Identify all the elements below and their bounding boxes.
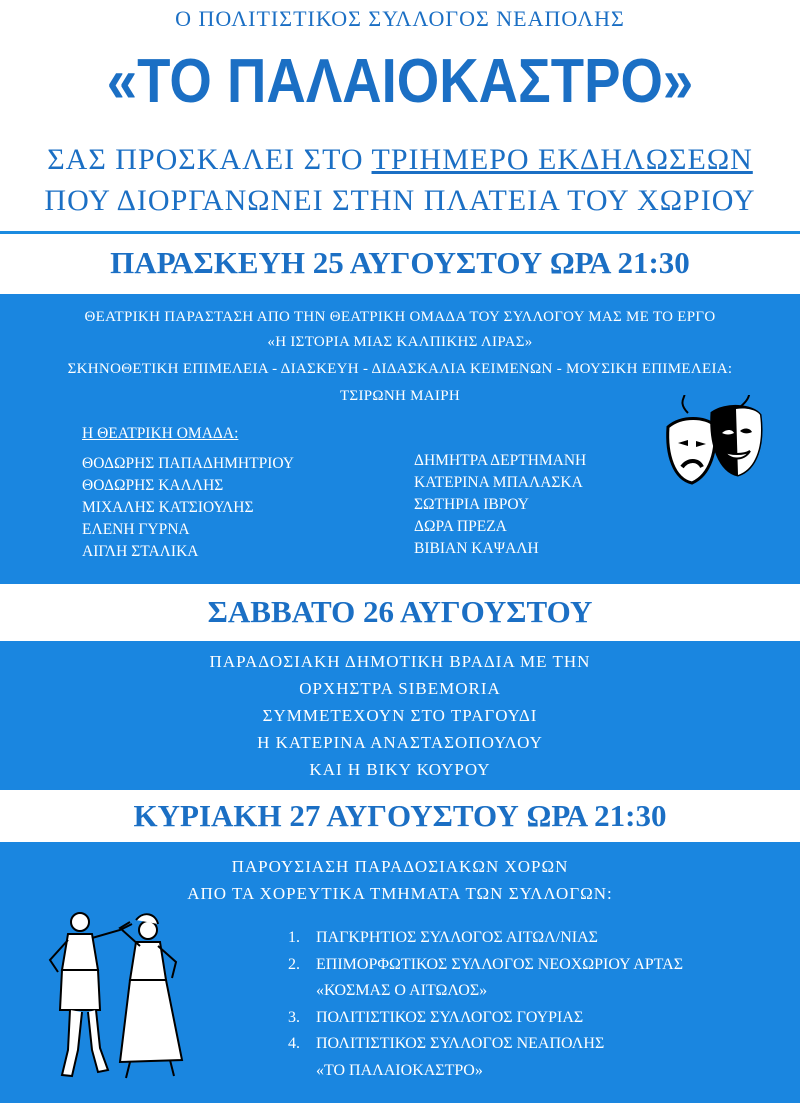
sunday-line-1: ΠΑΡΟΥΣΙΑΣΗ ΠΑΡΑΔΟΣΙΑΚΩΝ ΧΟΡΩΝ (231, 857, 569, 876)
troupe-member: ΔΗΜΗΤΡΑ ΔΕΡΤΗΜΑΝΗ (414, 452, 587, 469)
troupe-member: ΚΑΤΕΡΙΝΑ ΜΠΑΛΑΣΚΑ (414, 474, 583, 491)
list-item-sub: «ΚΟΣΜΑΣ Ο ΑΙΤΩΛΟΣ» (316, 982, 488, 999)
saturday-line-3: ΣΥΜΜΕΤΕΧΟΥΝ ΣΤΟ ΤΡΑΓΟΥΔΙ (262, 706, 538, 725)
list-item-sub: «ΤΟ ΠΑΛΑΙΟΚΑΣΤΡΟ» (316, 1061, 483, 1079)
association-name: Ο ΠΟΛΙΤΙΣΤΙΚΟΣ ΣΥΛΛΟΓΟΣ ΝΕΑΠΟΛΗΣ (175, 6, 625, 31)
friday-line-1: ΘΕΑΤΡΙΚΗ ΠΑΡΑΣΤΑΣΗ ΑΠΟ ΤΗΝ ΘΕΑΤΡΙΚΗ ΟΜΑΔΑ ΤΟΥ ΣΥΛΛΟΓΟΥ ΜΑΣ ΜΕ ΤΟ ΕΡΓΟ (84, 309, 716, 325)
invite-prefix: ΣΑΣ ΠΡΟΣΚΑΛΕΙ ΣΤΟ (47, 143, 372, 176)
list-item: 3. ΠΟΛΙΤΙΣΤΙΚΟΣ ΣΥΛΛΟΓΟΣ ΓΟΥΡΙΑΣ (288, 1008, 584, 1026)
invite-line-2: ΠΟΥ ΔΙΟΡΓΑΝΩΝΕΙ ΣΤΗΝ ΠΛΑΤΕΙΑ ΤΟΥ ΧΩΡΙΟΥ (44, 184, 756, 217)
troupe-names-left (82, 453, 294, 563)
troupe-member: ΕΛΕΝΗ ΓΥΡΝΑ (82, 521, 190, 538)
saturday-line-5: ΚΑΙ Η ΒΙΚΥ ΚΟΥΡΟΥ (309, 760, 491, 779)
saturday-line-4: Η ΚΑΤΕΡΙΝΑ ΑΝΑΣΤΑΣΟΠΟΥΛΟΥ (257, 733, 543, 752)
troupe-names-right (414, 450, 586, 560)
sunday-heading: ΚΥΡΙΑΚΗ 27 ΑΥΓΟΥΣΤΟΥ ΩΡΑ 21:30 (133, 798, 667, 833)
sunday-line-2: ΑΠΟ ΤΑ ΧΟΡΕΥΤΙΚΑ ΤΜΗΜΑΤΑ ΤΩΝ ΣΥΛΛΟΓΩΝ: (187, 884, 613, 903)
invite-line-1 (0, 143, 800, 177)
friday-line-4: ΤΣΙΡΩΝΗ ΜΑΙΡΗ (339, 388, 461, 404)
list-item: 4. ΠΟΛΙΤΙΣΤΙΚΟΣ ΣΥΛΛΟΓΟΣ ΝΕΑΠΟΛΗΣ (288, 1035, 605, 1052)
dance-groups-list (288, 925, 683, 1084)
poster-title: «ΤΟ ΠΑΛΑΙΟΚΑΣΤΡΟ» (106, 47, 694, 116)
troupe-member: ΔΩΡΑ ΠΡΕΖΑ (414, 518, 507, 535)
list-item: 2. ΕΠΙΜΟΡΦΩΤΙΚΟΣ ΣΥΛΛΟΓΟΣ ΝΕΟΧΩΡΙΟΥ ΑΡΤΑΣ (288, 955, 684, 973)
troupe-title: Η ΘΕΑΤΡΙΚΗ ΟΜΑΔΑ: (82, 425, 239, 442)
divider (0, 231, 800, 234)
list-item: 1. ΠΑΓΚΡΗΤΙΟΣ ΣΥΛΛΟΓΟΣ ΑΙΤΩΛ/ΝΙΑΣ (288, 929, 598, 946)
theatre-masks-icon (660, 395, 770, 495)
invite-underlined: ΤΡΙΗΜΕΡΟ ΕΚΔΗΛΩΣΕΩΝ (371, 143, 753, 176)
troupe-member: ΒΙΒΙΑΝ ΚΑΨΑΛΗ (414, 540, 539, 557)
saturday-heading: ΣΑΒΒΑΤΟ 26 ΑΥΓΟΥΣΤΟΥ (207, 594, 593, 629)
saturday-line-2: ΟΡΧΗΣΤΡΑ SIBEMORIA (299, 679, 501, 698)
troupe-member: ΘΟΔΩΡΗΣ ΠΑΠΑΔΗΜΗΤΡΙΟΥ (82, 455, 294, 472)
saturday-line-1: ΠΑΡΑΔΟΣΙΑΚΗ ΔΗΜΟΤΙΚΗ ΒΡΑΔΙΑ ΜΕ ΤΗΝ (209, 652, 591, 671)
dancers-illustration (40, 900, 210, 1090)
troupe-member: ΣΩΤΗΡΙΑ ΙΒΡΟΥ (414, 496, 529, 513)
friday-line-3: ΣΚΗΝΟΘΕΤΙΚΗ ΕΠΙΜΕΛΕΙΑ - ΔΙΑΣΚΕΥΗ - ΔΙΔΑΣΚΑΛΙΑ ΚΕΙΜΕΝΩΝ - ΜΟΥΣΙΚΗ ΕΠΙΜΕΛΕΙΑ: (67, 361, 733, 377)
troupe-member: ΘΟΔΩΡΗΣ ΚΑΛΛΗΣ (82, 477, 224, 494)
troupe-member: ΑΙΓΛΗ ΣΤΑΛΙΚΑ (82, 543, 199, 560)
friday-line-2: «Η ΙΣΤΟΡΙΑ ΜΙΑΣ ΚΑΛΠΙΚΗΣ ΛΙΡΑΣ» (267, 334, 533, 350)
friday-heading: ΠΑΡΑΣΚΕΥΗ 25 ΑΥΓΟΥΣΤΟΥ ΩΡΑ 21:30 (110, 245, 690, 280)
troupe-member: ΜΙΧΑΛΗΣ ΚΑΤΣΙΟΥΛΗΣ (82, 499, 254, 516)
